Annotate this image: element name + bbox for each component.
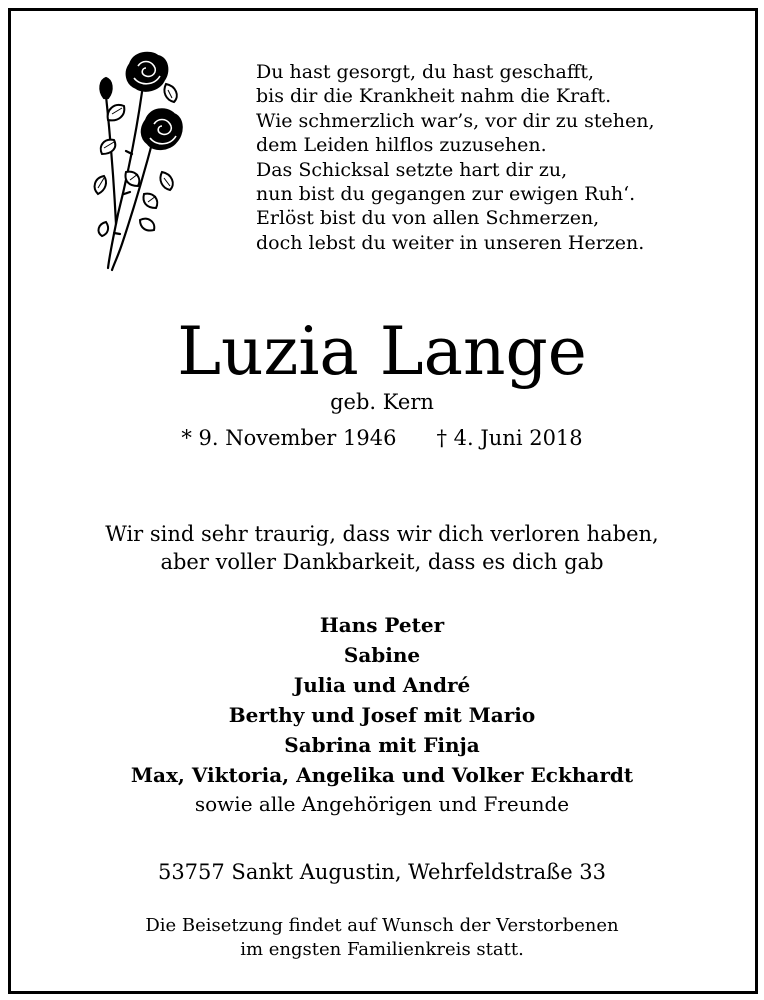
mourners-list bbox=[0, 610, 764, 790]
birth-date: * 9. November 1946 bbox=[181, 426, 397, 450]
mourner-name: Julia und André bbox=[293, 673, 471, 697]
poem bbox=[256, 60, 726, 255]
funeral-line: Die Beisetzung findet auf Wunsch der Verstorbenen bbox=[145, 915, 619, 936]
poem-line: bis dir die Krankheit nahm die Kraft. bbox=[256, 85, 612, 108]
death-date: † 4. Juni 2018 bbox=[436, 426, 583, 450]
mourner-name: Sabrina mit Finja bbox=[284, 733, 480, 757]
poem-line: nun bist du gegangen zur ewigen Ruh‘. bbox=[256, 183, 636, 206]
mourner-name: Berthy und Josef mit Mario bbox=[228, 703, 536, 727]
mourner-name: Max, Viktoria, Angelika und Volker Eckhardt bbox=[130, 763, 634, 787]
condolence-message bbox=[0, 520, 764, 576]
poem-line: Du hast gesorgt, du hast geschafft, bbox=[256, 61, 595, 83]
poem-line: doch lebst du weiter in unseren Herzen. bbox=[256, 231, 645, 254]
mourner-name: Hans Peter bbox=[319, 613, 445, 637]
message-line: aber voller Dankbarkeit, dass es dich gab bbox=[160, 550, 604, 574]
mourner-name: Sabine bbox=[343, 643, 421, 667]
poem-line: Das Schicksal setzte hart dir zu, bbox=[256, 158, 568, 181]
deceased-name: Luzia Lange bbox=[177, 313, 587, 390]
other-mourners: sowie alle Angehörigen und Freunde bbox=[194, 792, 570, 816]
funeral-line: im engsten Familienkreis statt. bbox=[240, 939, 524, 960]
poem-line: Wie schmerzlich war’s, vor dir zu stehen, bbox=[256, 109, 655, 132]
message-line: Wir sind sehr traurig, dass wir dich verloren haben, bbox=[105, 522, 659, 546]
maiden-name: geb. Kern bbox=[330, 390, 434, 414]
rose-icon bbox=[84, 44, 194, 274]
poem-line: Erlöst bist du von allen Schmerzen, bbox=[256, 207, 600, 230]
poem-line: dem Leiden hilflos zuzusehen. bbox=[256, 134, 547, 157]
funeral-notice bbox=[0, 914, 764, 962]
address: 53757 Sankt Augustin, Wehrfeldstraße 33 bbox=[157, 860, 607, 884]
life-dates bbox=[0, 424, 764, 452]
